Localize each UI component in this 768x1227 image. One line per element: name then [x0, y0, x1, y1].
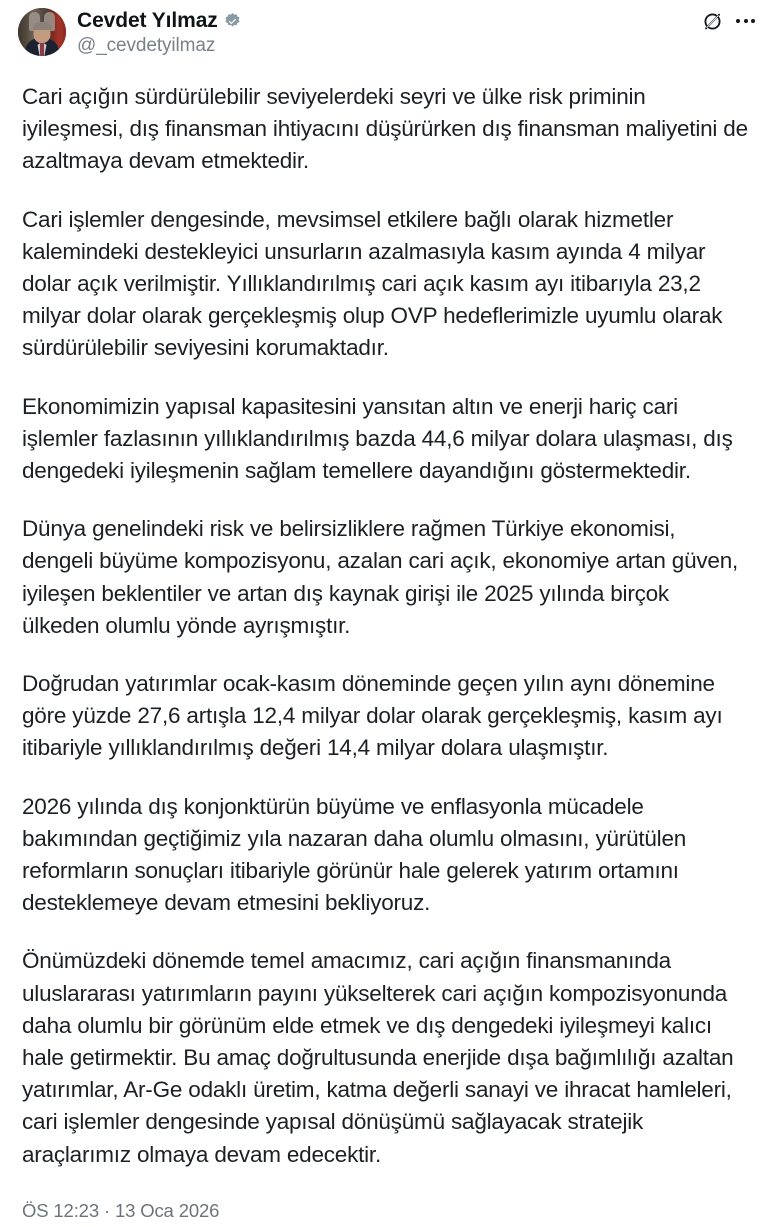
- avatar-tie: [40, 43, 44, 56]
- tweet-paragraph: 2026 yılında dış konjonktürün büyüme ve enflasyonla mücadele bakımından geçtiğimiz yıla nazaran daha olumlu olmasını, yürütülen reformların sonuçları itibariyle görünür hale gelerek yatırım ortamını desteklemeye devam etmesini bekliyoruz.: [22, 793, 687, 916]
- tweet-paragraph: Doğrudan yatırımlar ocak-kasım döneminde geçen yılın aynı dönemine göre yüzde 27,6 artışla 12,4 milyar dolar olarak gerçekleşmiş, kasım ayı itibariyle yıllıklandırılmış değeri 14,4 milyar dolara ulaşmıştır.: [22, 671, 723, 761]
- tweet-paragraph: Cari işlemler dengesinde, mevsimsel etkilere bağlı olarak hizmetler kalemindeki destekleyici unsurların azalmasıyla kasım ayında 4 milyar dolar açık verilmiştir. Yıllıklandırılmış cari açık kasım ayı itibarıyla 23,2 milyar dolar olarak gerçekleşmiş olup OVP hedeflerimizle uyumlu olarak sürdürülebilir seviyesini korumaktadır.: [22, 206, 723, 361]
- tweet-paragraph: Dünya genelindeki risk ve belirsizliklere rağmen Türkiye ekonomisi, dengeli büyüme kompozisyonu, azalan cari açık, ekonomiye artan güven, iyileşen beklentiler ve artan dış kaynak girişi ile 2025 yılında birçok ülkeden olumlu yönde ayrışmıştır.: [22, 516, 739, 638]
- header-actions: [701, 10, 755, 32]
- author-handle[interactable]: @_cevdetyilmaz: [77, 35, 216, 56]
- author-display-name[interactable]: Cevdet Yılmaz: [77, 9, 218, 32]
- tweet-paragraph: Önümüzdeki dönemde temel amacımız, cari açığın finansmanında uluslararası yatırımların payını yükselterek cari açığın kompozisyonunda daha olumlu bir görünüm elde etmek ve dış dengedeki iyileşmeyi kalıcı hale getirmektir. Bu amaç doğrultusunda enerjide dışa bağımlılığı azaltan yatırımlar, Ar-Ge odaklı üretim, katma değerli sanayi ve ihracat hamleleri, cari işlemler dengesinde yapısal dönüşümü sağlayacak stratejik araçlarımız olmaya devam edecektir.: [22, 948, 734, 1167]
- author-name-row: [77, 8, 242, 33]
- more-dot-1: [736, 19, 740, 23]
- author-identity: [77, 7, 242, 58]
- more-dot-2: [744, 19, 748, 23]
- tweet-footer: [0, 1200, 768, 1222]
- avatar[interactable]: [18, 8, 66, 56]
- more-dot-3: [751, 19, 755, 23]
- avatar-hair: [33, 22, 51, 30]
- more-options-icon[interactable]: [736, 10, 755, 32]
- tweet-paragraph: Ekonomimizin yapısal kapasitesini yansıtan altın ve enerji hariç cari işlemler fazlasının yıllıklandırılmış bazda 44,6 milyar dolara ulaşması, dış dengedeki iyileşmenin sağlam temellere dayandığını göstermektedir.: [22, 393, 733, 484]
- verified-badge-icon: [223, 12, 242, 31]
- tweet-paragraph: Cari açığın sürdürülebilir seviyelerdeki seyri ve ülke risk priminin iyileşmesi, dış finansman ihtiyacını düşürürken dış finansman maliyetini de azaltmaya devam etmektedir.: [22, 84, 748, 174]
- tweet-header: [0, 0, 768, 60]
- grok-icon[interactable]: [701, 10, 723, 32]
- tweet-text-body: [0, 81, 768, 1171]
- tweet-timestamp[interactable]: ÖS 12:23 · 13 Oca 2026: [22, 1199, 220, 1221]
